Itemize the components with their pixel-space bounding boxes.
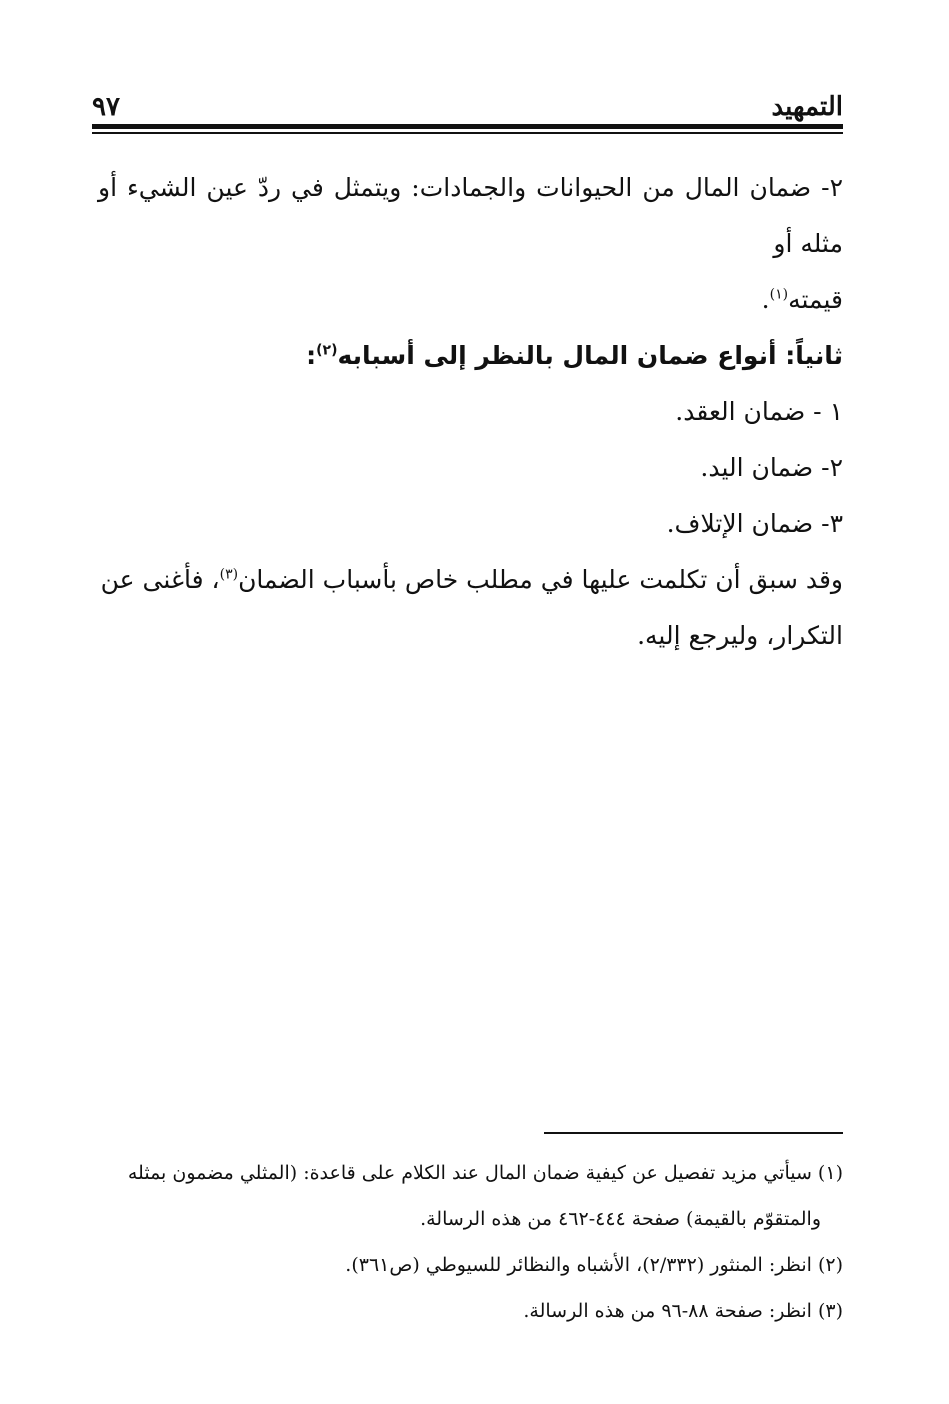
- list-item-2-line-2: قيمته$^{(١)}$.: [761, 285, 843, 314]
- list-item: ١ - ضمان العقد.: [675, 397, 843, 426]
- footnote-1: (١) سيأتي مزيد تفصيل عن كيفية ضمان المال عند الكلام على قاعدة: (المثلي مضمون بمثله: [127, 1162, 843, 1184]
- footnote-1-continuation: والمتقوّم بالقيمة) صفحة ٤٤٤-٤٦٢ من هذه الرسالة.: [420, 1208, 821, 1230]
- main-text: [98, 160, 843, 664]
- footnotes: [98, 1150, 843, 1334]
- footnote-ref-1: (١): [769, 286, 789, 303]
- header-rule-thick: [92, 124, 843, 129]
- list-item-2-line-1: ٢- ضمان المال من الحيوانات والجمادات: ويتمثل في ردّ عين الشيء أو مثله أو: [98, 173, 843, 258]
- header-rule-thin: [92, 132, 843, 134]
- footnote-2: (٢) انظر: المنثور (٢/٣٣٢)، الأشباه والنظائر للسيوطي (ص٣٦١).: [345, 1254, 843, 1276]
- section-heading: ثانياً: أنواع ضمان المال بالنظر إلى أسبابه$^{(٢)}$:: [306, 341, 843, 370]
- running-header: [92, 82, 843, 122]
- footnote-3: (٣) انظر: صفحة ٨٨-٩٦ من هذه الرسالة.: [523, 1300, 843, 1322]
- paragraph-line-2: التكرار، وليرجع إليه.: [637, 621, 843, 650]
- paragraph-line-1: وقد سبق أن تكلمت عليها في مطلب خاص بأسباب الضمان$^{(٣)}$، فأغنى عن: [100, 565, 843, 594]
- footnote-ref-3: (٣): [219, 566, 239, 583]
- footnote-ref-2: (٢): [316, 342, 338, 359]
- list-item: ٣- ضمان الإتلاف.: [666, 509, 843, 538]
- chapter-title: التمهيد: [771, 92, 843, 122]
- footnote-separator: [544, 1132, 843, 1134]
- page-number: ٩٧: [92, 92, 120, 122]
- list-item: ٢- ضمان اليد.: [700, 453, 843, 482]
